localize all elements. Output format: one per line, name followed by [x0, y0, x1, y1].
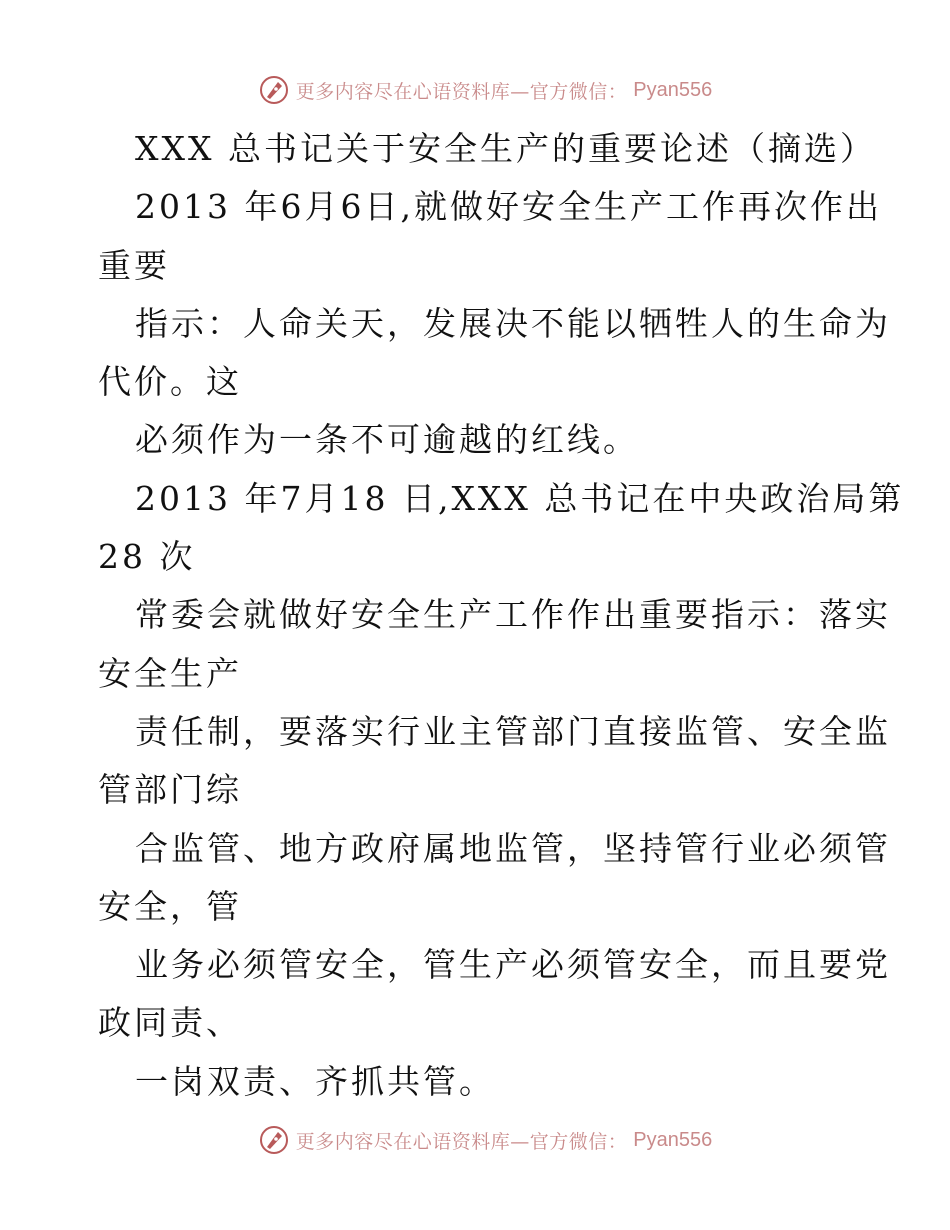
document-title: XXX 总书记关于安全生产的重要论述（摘选）: [135, 129, 876, 168]
paragraph-line: 28 次: [98, 537, 196, 577]
paragraph-line: 2013 年6月6日,就做好安全生产工作再次作出: [135, 187, 882, 227]
paragraph-line: 合监管、地方政府属地监管，坚持管行业必须管: [135, 828, 891, 868]
paragraph-line: 代价。这: [98, 362, 242, 402]
paragraph-line: 业务必须管安全，管生产必须管安全，而且要党: [135, 945, 891, 985]
pen-nib-logo-icon: [258, 74, 290, 106]
paragraph-line: 安全，管: [98, 886, 242, 926]
paragraph-line: 一岗双责、齐抓共管。: [135, 1061, 495, 1101]
pen-nib-logo-icon: [258, 1124, 290, 1156]
watermark-handle: Pyan556: [633, 78, 713, 101]
paragraph-line: 重要: [98, 245, 170, 285]
paragraph-line: 管部门综: [98, 770, 242, 810]
paragraph-line: 政同责、: [98, 1003, 242, 1043]
paragraph-line: 常委会就做好安全生产工作作出重要指示：落实: [135, 595, 891, 635]
paragraph-line: 安全生产: [98, 653, 242, 693]
paragraph-line: 必须作为一条不可逾越的红线。: [135, 420, 639, 460]
paragraph-line: 指示：人命关天，发展决不能以牺牲人的生命为: [135, 303, 891, 343]
paragraph-line: 责任制，要落实行业主管部门直接监管、安全监: [135, 711, 891, 751]
watermark-text: 更多内容尽在心语资料库—官方微信：: [295, 1130, 628, 1153]
watermark-handle: Pyan556: [633, 1128, 713, 1151]
watermark-text: 更多内容尽在心语资料库—官方微信：: [295, 80, 628, 103]
paragraph-line: 2013 年7月18 日,XXX 总书记在中央政治局第: [135, 478, 905, 518]
watermark-group: [258, 1124, 712, 1156]
header-watermark: [0, 70, 950, 110]
footer-watermark: [0, 1120, 950, 1160]
watermark-group: [258, 74, 712, 106]
document-body: [98, 120, 905, 1111]
